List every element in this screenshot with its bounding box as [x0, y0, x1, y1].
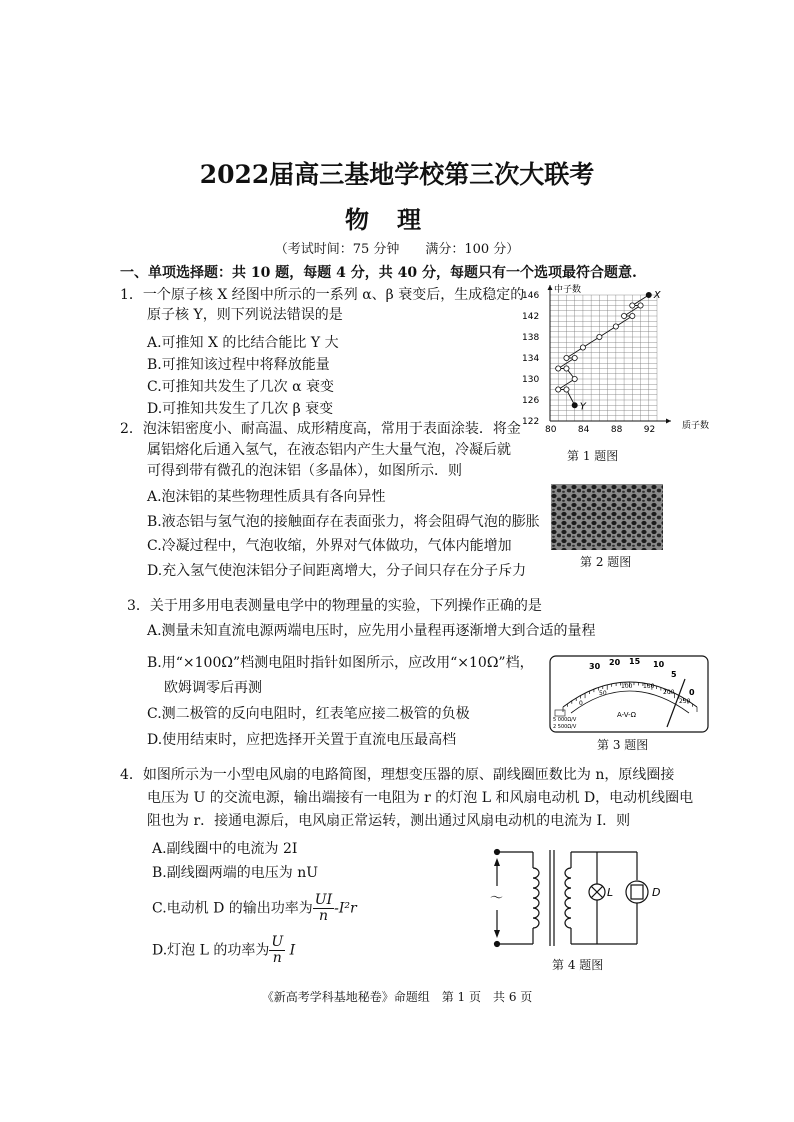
q1-option-d: D.可推知共发生了几次 β 衰变: [147, 401, 334, 417]
decay-point-3: [621, 313, 626, 318]
q1-option-a: A.可推知 X 的比结合能比 Y 大: [147, 335, 339, 351]
decay-chart: [522, 283, 717, 443]
q4-option-d: [152, 935, 295, 966]
q4-stem-line3: 阻也为 r．接通电源后，电风扇正常运转，测出通过风扇电动机的电流为 I．则: [147, 813, 631, 829]
decay-point-12: [572, 376, 577, 381]
q2-stem-line2: 属铝熔化后通入氢气，在液态铝内产生大量气泡，冷凝后就: [147, 442, 511, 458]
multimeter-dial: [549, 655, 709, 733]
q4-option-d-prefix: D.灯泡 L 的功率为: [152, 942, 270, 959]
q4-figure-caption: 第 4 题图: [552, 958, 604, 972]
decay-point-15: [572, 403, 577, 408]
meter-top-label-0: 30: [589, 662, 601, 671]
decay-point-7: [580, 345, 585, 350]
section-heading: 一、单项选择题：共 10 题，每题 4 分，共 40 分，每题只有一个选项最符合题意.: [120, 265, 637, 281]
q4-option-c-fraction: $\frac{UI}{n}$: [314, 892, 333, 924]
decay-point-0: [646, 292, 651, 297]
lamp-label: L: [607, 886, 614, 899]
x-tick-3: 92: [643, 425, 656, 435]
meter-bottom-label-3: 150: [643, 683, 655, 690]
q3-option-c: C.测二极管的反向电阻时，红表笔应接二极管的负极: [147, 706, 470, 722]
q1-option-c: C.可推知共发生了几次 α 衰变: [147, 379, 335, 395]
decay-point-6: [597, 334, 602, 339]
decay-point-5: [613, 324, 618, 329]
exam-title: 2022届高三基地学校第三次大联考: [199, 160, 595, 189]
decay-point-2: [638, 303, 643, 308]
q4-option-d-suffix: I: [289, 942, 296, 959]
decay-point-9: [572, 355, 577, 360]
x-tick-0: 80: [545, 425, 557, 435]
meter-bottom-label-1: 50: [599, 690, 607, 697]
meter-top-label-1: 20: [609, 658, 621, 667]
q4-option-c: [152, 893, 357, 924]
decay-point-10: [556, 366, 561, 371]
meter-note1: 5 000Ω/V: [553, 717, 577, 723]
decay-point-11: [564, 366, 569, 371]
meter-top-label-5: 0: [689, 688, 695, 697]
q2-option-a: A.泡沫铝的某些物理性质具有各向异性: [147, 489, 386, 505]
y-tick-3: 134: [522, 354, 540, 364]
q1-stem-line1: 1．一个原子核 X 经图中所示的一系列 α、β 衰变后，生成稳定的: [120, 287, 525, 303]
decay-path: [558, 295, 649, 405]
motor-label: D: [652, 886, 661, 899]
q3-option-d: D.使用结束时，应把选择开关置于直流电压最高档: [147, 732, 457, 748]
decay-point-13: [556, 387, 561, 392]
q2-option-c: C.冷凝过程中，气泡收缩，外界对气体做功，气体内能增加: [147, 538, 512, 554]
q1-option-b: B.可推知该过程中将释放能量: [147, 357, 330, 373]
decay-point-14: [564, 387, 569, 392]
q2-figure-caption: 第 2 题图: [580, 555, 632, 569]
q3-option-b-line2: 欧姆调零后再测: [164, 680, 262, 696]
decay-point-8: [564, 355, 569, 360]
q2-option-b: B.液态铝与氢气泡的接触面存在表面张力，将会阻碍气泡的膨胀: [147, 514, 540, 530]
meter-top-label-2: 15: [629, 657, 641, 666]
y-tick-0: 122: [522, 417, 540, 427]
q1-figure-caption: 第 1 题图: [567, 449, 619, 463]
source-symbol: ～: [490, 891, 504, 906]
page-footer: 《新高考学科基地秘卷》命题组 第 1 页 共 6 页: [261, 990, 533, 1004]
q4-option-c-prefix: C.电动机 D 的输出功率为: [152, 900, 313, 917]
q3-stem: 3．关于用多用电表测量电学中的物理量的实验，下列操作正确的是: [127, 598, 542, 614]
meter-bottom-label-2: 100: [621, 683, 633, 690]
transformer-circuit: [487, 846, 672, 954]
chart-xlabel: 质子数: [682, 421, 710, 431]
subject-title: 物理: [345, 205, 449, 234]
q3-option-a: A.测量未知直流电源两端电压时，应先用小量程再逐渐增大到合适的量程: [147, 623, 596, 639]
meter-bottom-label-5: 250: [679, 698, 691, 705]
y-tick-2: 130: [522, 375, 540, 385]
y-tick-1: 126: [522, 396, 540, 406]
q2-stem-line3: 可得到带有微孔的泡沫铝（多晶体），如图所示．则: [147, 463, 462, 479]
q2-option-d: D.充入氢气使泡沫铝分子间距离增大，分子间只存在分子斥力: [147, 563, 527, 579]
end-label: Y: [579, 401, 586, 413]
q4-option-c-suffix: -I²r: [334, 900, 357, 917]
q4-option-a: A.副线圈中的电流为 2I: [152, 841, 298, 857]
q3-option-b-line1: B.用“×100Ω”档测电阻时指针如图所示，应改用“×10Ω”档，: [147, 655, 534, 671]
x-tick-2: 88: [610, 425, 623, 435]
decay-point-4: [630, 313, 635, 318]
q4-option-d-fraction: $\frac{U}{n}$: [271, 934, 284, 966]
q4-option-b: B.副线圈两端的电压为 nU: [152, 865, 319, 881]
q2-stem-line1: 2．泡沫铝密度小、耐高温、成形精度高，常用于表面涂装．将金: [120, 421, 521, 437]
meter-top-label-4: 5: [671, 670, 677, 679]
meter-center-label: A-V-Ω: [617, 711, 637, 719]
y-tick-6: 146: [522, 291, 540, 301]
meter-note2: 2 500Ω/V: [553, 724, 577, 730]
exam-info: （考试时间：75 分钟 满分：100 分）: [274, 242, 520, 257]
meter-top-label-3: 10: [653, 660, 665, 669]
q3-figure-caption: 第 3 题图: [597, 738, 649, 752]
foam-aluminum-photo: [551, 484, 663, 550]
chart-ylabel: 中子数: [554, 285, 582, 295]
meter-bottom-label-4: 200: [663, 689, 675, 696]
q4-stem-line2: 电压为 U 的交流电源，输出端接有一电阻为 r 的灯泡 L 和风扇电动机 D，电动机线圈电: [147, 790, 694, 806]
chart-axes: [548, 285, 672, 424]
y-tick-5: 142: [522, 312, 540, 322]
q4-stem-line1: 4．如图所示为一小型电风扇的电路简图，理想变压器的原、副线圈匝数比为 n，原线圈接: [120, 767, 675, 783]
meter-bottom-label-0: 0: [579, 700, 583, 707]
y-tick-4: 138: [522, 333, 540, 343]
q1-stem-line2: 原子核 Y，则下列说法错误的是: [147, 307, 343, 323]
start-label: X: [653, 290, 661, 301]
decay-point-1: [630, 303, 635, 308]
x-tick-1: 84: [577, 425, 590, 435]
